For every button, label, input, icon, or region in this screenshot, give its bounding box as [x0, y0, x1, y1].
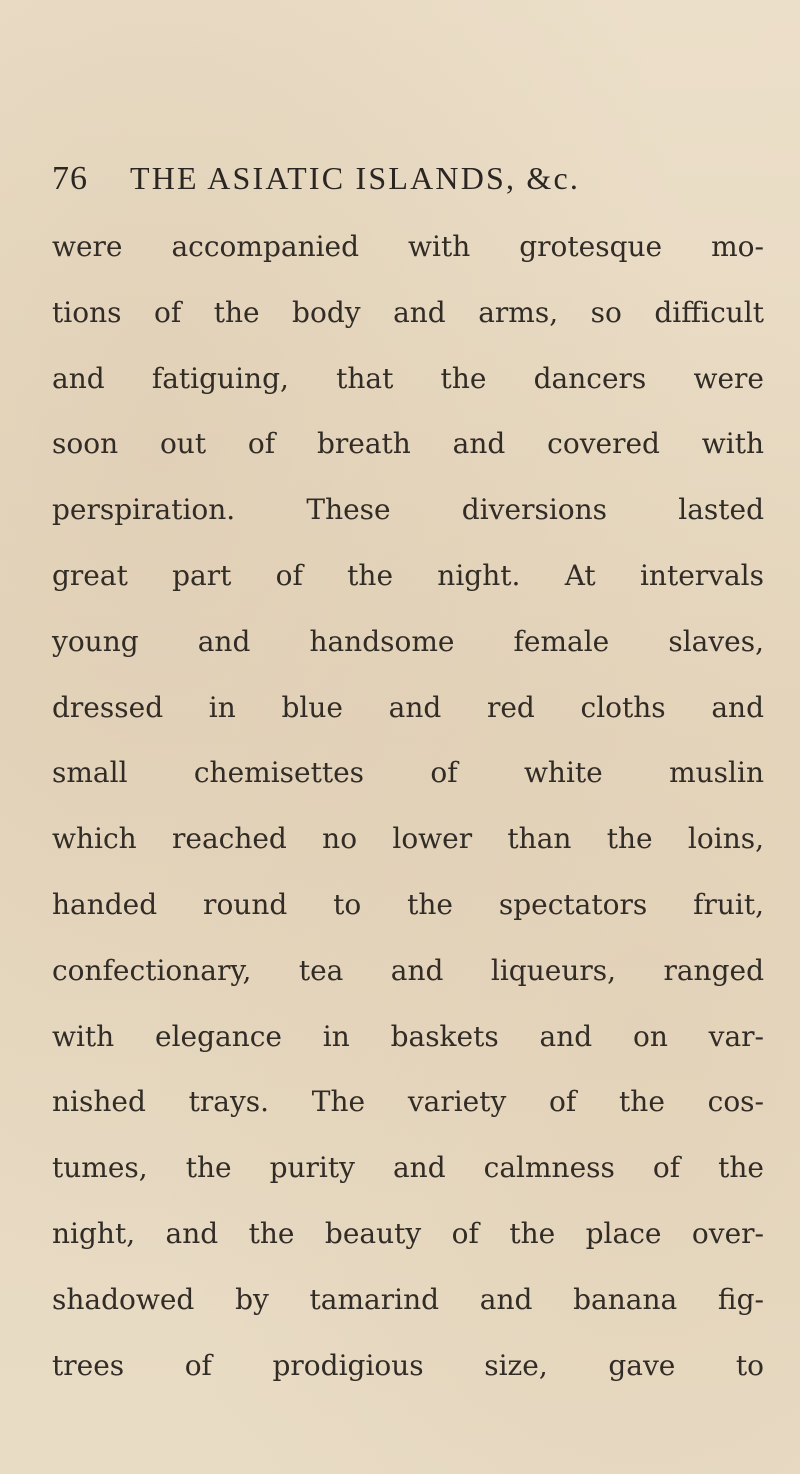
text-line: great part of the night. At intervals [52, 558, 764, 592]
text-line: night, and the beauty of the place over- [52, 1216, 764, 1250]
text-line: trees of prodigious size, gave to [52, 1348, 764, 1382]
text-line: young and handsome female slaves, [52, 624, 764, 658]
text-line: which reached no lower than the loins, [52, 822, 764, 856]
text-line: dressed in blue and red cloths and [52, 690, 764, 724]
text-line: perspiration. These diversions lasted [52, 493, 764, 527]
text-line: nished trays. The variety of the cos- [52, 1085, 764, 1119]
text-line: tumes, the purity and calmness of the [52, 1151, 764, 1185]
text-line: were accompanied with grotesque mo- [52, 230, 764, 263]
text-line: with elegance in baskets and on var- [52, 1019, 764, 1053]
text-line: handed round to the spectators fruit, [52, 887, 764, 921]
text-line: and fatiguing, that the dancers were [52, 361, 764, 395]
page-number: 76 [52, 160, 88, 197]
text-line: shadowed by tamarind and banana fig- [52, 1282, 764, 1316]
text-line: confectionary, tea and liqueurs, ranged [52, 953, 764, 987]
text-line: small chemisettes of white muslin [52, 756, 764, 790]
running-head-title: THE ASIATIC ISLANDS, &c. [130, 160, 581, 196]
running-head [52, 160, 752, 204]
text-line: tions of the body and arms, so difficult [52, 295, 764, 329]
text-line: soon out of breath and covered with [52, 427, 764, 461]
body-text [52, 214, 764, 1398]
